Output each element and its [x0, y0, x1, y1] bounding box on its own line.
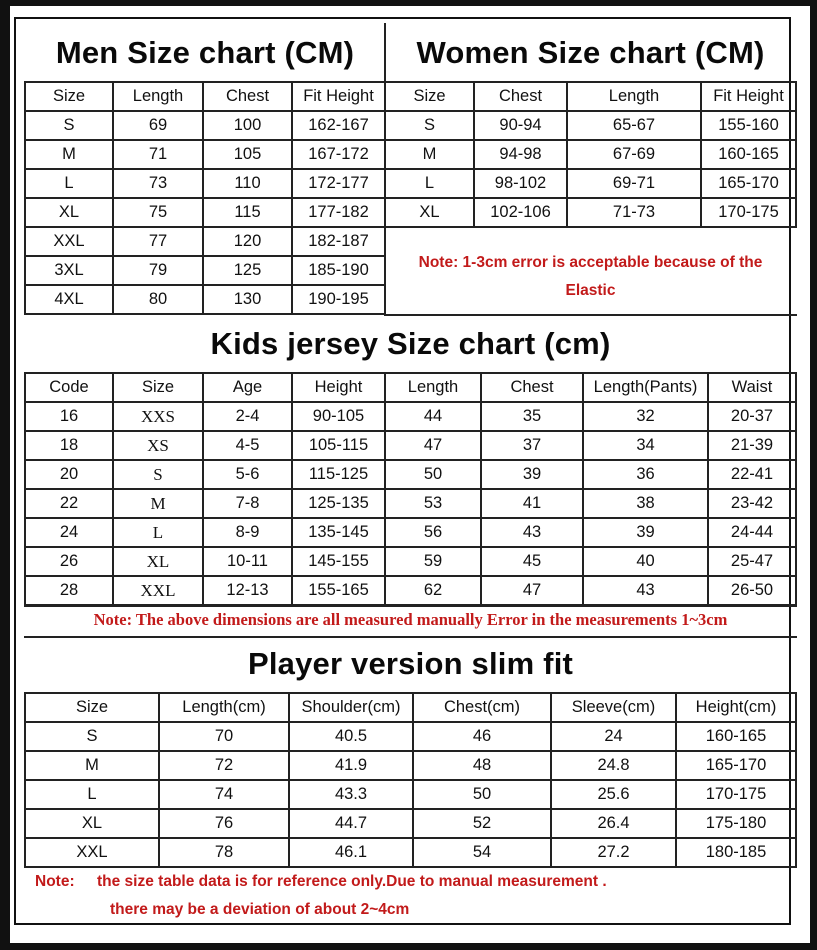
- player-column-header: Shoulder(cm): [301, 698, 401, 716]
- kids-table-cell: 25-47: [730, 552, 774, 570]
- kids-table-cell: XXL: [140, 580, 176, 600]
- player-column-divider: [795, 692, 797, 868]
- kids-row-divider: [24, 459, 797, 461]
- kids-table-cell: 56: [423, 523, 443, 541]
- men-table-cell: 162-167: [308, 116, 369, 134]
- men-table-cell: 110: [234, 174, 261, 192]
- player-table-cell: 52: [472, 814, 492, 832]
- kids-row-divider: [24, 488, 797, 490]
- kids-table-cell: 90-105: [312, 407, 365, 425]
- player-note-line1: the size table data is for reference only.Due to manual measurement .: [97, 873, 607, 890]
- kids-row-divider: [24, 575, 797, 577]
- player-table-cell: 40.5: [334, 727, 368, 745]
- player-table-cell: 24.8: [597, 756, 630, 774]
- kids-note-top-border: [24, 605, 797, 607]
- player-table-cell: 76: [214, 814, 234, 832]
- kids-column-divider: [24, 372, 26, 606]
- men-row-divider: [24, 197, 386, 199]
- women-row-divider: [384, 226, 797, 228]
- women-row-divider: [384, 168, 797, 170]
- kids-table-cell: 21-39: [730, 436, 774, 454]
- kids-table-cell: 4-5: [235, 436, 260, 454]
- kids-table-cell: 7-8: [235, 494, 260, 512]
- kids-column-header: Length: [407, 378, 459, 396]
- kids-column-header: Size: [141, 378, 175, 396]
- kids-table-cell: 40: [636, 552, 655, 570]
- women-row-divider: [384, 139, 797, 141]
- player-table-cell: 24: [604, 727, 623, 745]
- men-row-divider: [24, 139, 386, 141]
- player-row-divider: [24, 779, 797, 781]
- kids-table-cell: 105-115: [308, 436, 369, 454]
- player-table-cell: 50: [472, 785, 492, 803]
- player-table-cell: 180-185: [705, 843, 767, 861]
- men-table-cell: 190-195: [308, 290, 369, 308]
- player-column-divider: [675, 692, 677, 868]
- men-size-chart-title: Men Size chart (CM): [55, 35, 355, 70]
- kids-table-cell: XS: [147, 435, 169, 455]
- women-table-cell: 165-170: [718, 174, 779, 192]
- kids-table-cell: 45: [522, 552, 542, 570]
- kids-table-cell: 47: [522, 581, 542, 599]
- player-table-cell: S: [86, 727, 98, 745]
- men-table-cell: 120: [233, 232, 262, 250]
- men-row-divider: [24, 110, 386, 112]
- player-table-cell: 70: [214, 727, 234, 745]
- women-column-header: Size: [413, 87, 446, 105]
- women-note-bottom-border: [384, 314, 797, 316]
- player-table-cell: 27.2: [597, 843, 630, 861]
- player-version-title: Player version slim fit: [247, 646, 574, 681]
- player-column-header: Sleeve(cm): [571, 698, 656, 716]
- kids-table-cell: 28: [59, 581, 79, 599]
- kids-column-divider: [291, 372, 293, 606]
- men-column-header: Length: [132, 87, 184, 105]
- kids-table-cell: 32: [636, 407, 655, 425]
- women-column-header: Fit Height: [713, 87, 784, 105]
- kids-column-divider: [795, 372, 797, 606]
- kids-table-cell: 12-13: [226, 581, 269, 599]
- women-table-cell: S: [423, 116, 435, 134]
- kids-table-cell: 22-41: [730, 465, 774, 483]
- player-table-cell: 48: [472, 756, 492, 774]
- kids-column-divider: [707, 372, 709, 606]
- men-table-cell: 77: [148, 232, 168, 250]
- player-row-divider: [24, 808, 797, 810]
- kids-table-cell: L: [152, 522, 164, 542]
- men-table-cell: 115: [234, 203, 261, 221]
- women-column-divider: [473, 81, 475, 228]
- men-column-header: Size: [52, 87, 86, 105]
- men-table-cell: 100: [233, 116, 262, 134]
- kids-column-divider: [582, 372, 584, 606]
- women-table-cell: 102-106: [490, 203, 551, 221]
- player-table-cell: 44.7: [334, 814, 368, 832]
- women-table-cell: L: [424, 174, 435, 192]
- kids-table-cell: 62: [423, 581, 443, 599]
- player-column-divider: [24, 692, 26, 868]
- kids-table-cell: 47: [423, 436, 443, 454]
- men-table-cell: 105: [233, 145, 262, 163]
- kids-table-cell: M: [150, 493, 166, 513]
- player-column-header: Length(cm): [182, 698, 266, 716]
- player-note-line2: there may be a deviation of about 2~4cm: [110, 901, 410, 918]
- kids-column-header: Code: [49, 378, 89, 396]
- men-row-divider: [24, 313, 386, 315]
- player-table-cell: 74: [214, 785, 234, 803]
- player-column-divider: [158, 692, 160, 868]
- kids-row-divider: [24, 401, 797, 403]
- kids-table-cell: 43: [522, 523, 542, 541]
- player-table-cell: 78: [214, 843, 234, 861]
- kids-table-cell: 44: [423, 407, 443, 425]
- kids-table-cell: 53: [423, 494, 443, 512]
- men-row-divider: [24, 168, 386, 170]
- player-column-header: Size: [75, 698, 109, 716]
- women-table-cell: 65-67: [612, 116, 656, 134]
- player-row-divider: [24, 866, 797, 868]
- kids-table-cell: 43: [636, 581, 655, 599]
- men-table-cell: 4XL: [54, 290, 84, 308]
- women-size-chart-title: Women Size chart (CM): [416, 35, 765, 70]
- women-column-divider: [384, 81, 386, 228]
- kids-table-cell: 20: [59, 465, 79, 483]
- kids-table-cell: 50: [423, 465, 443, 483]
- player-row-divider: [24, 692, 797, 694]
- kids-size-chart-title: Kids jersey Size chart (cm): [210, 326, 611, 361]
- player-note-label: Note:: [35, 873, 75, 890]
- women-note-line2: Elastic: [565, 282, 616, 299]
- player-table-cell: 54: [472, 843, 492, 861]
- men-row-divider: [24, 81, 386, 83]
- kids-table-cell: 26: [59, 552, 79, 570]
- kids-table-cell: 39: [522, 465, 542, 483]
- player-table-cell: 25.6: [597, 785, 630, 803]
- kids-table-cell: 18: [59, 436, 79, 454]
- kids-table-cell: 39: [636, 523, 655, 541]
- kids-table-cell: XL: [146, 551, 170, 571]
- women-table-cell: 94-98: [499, 145, 542, 163]
- kids-table-cell: 135-145: [308, 523, 369, 541]
- kids-table-cell: 26-50: [730, 581, 774, 599]
- kids-column-header: Chest: [510, 378, 554, 396]
- men-table-cell: 130: [233, 290, 262, 308]
- player-table-cell: XXL: [76, 843, 108, 861]
- men-table-cell: 71: [148, 145, 168, 163]
- player-row-divider: [24, 750, 797, 752]
- player-column-divider: [412, 692, 414, 868]
- player-table-cell: 160-165: [705, 727, 767, 745]
- women-column-header: Length: [608, 87, 660, 105]
- women-table-cell: 90-94: [499, 116, 542, 134]
- kids-column-header: Length(Pants): [593, 378, 698, 396]
- player-table-cell: 72: [214, 756, 234, 774]
- men-table-cell: 167-172: [308, 145, 369, 163]
- men-table-cell: L: [64, 174, 74, 192]
- women-column-divider: [566, 81, 568, 228]
- kids-table-cell: 59: [423, 552, 443, 570]
- kids-row-divider: [24, 372, 797, 374]
- women-table-cell: XL: [419, 203, 440, 221]
- kids-table-cell: 35: [522, 407, 542, 425]
- kids-table-cell: 8-9: [235, 523, 260, 541]
- women-table-cell: 160-165: [718, 145, 779, 163]
- men-column-divider: [24, 81, 26, 315]
- men-table-cell: 3XL: [54, 261, 84, 279]
- men-column-header: Fit Height: [303, 87, 374, 105]
- player-table-cell: 175-180: [705, 814, 767, 832]
- kids-table-cell: 24: [59, 523, 79, 541]
- kids-row-divider: [24, 546, 797, 548]
- women-column-divider: [700, 81, 702, 228]
- men-column-divider: [291, 81, 293, 315]
- women-row-divider: [384, 81, 797, 83]
- player-column-header: Height(cm): [695, 698, 777, 716]
- kids-table-cell: 22: [59, 494, 79, 512]
- kids-table-cell: 155-165: [308, 581, 369, 599]
- kids-row-divider: [24, 430, 797, 432]
- player-column-divider: [288, 692, 290, 868]
- kids-table-cell: 115-125: [308, 465, 369, 483]
- kids-column-header: Age: [232, 378, 263, 396]
- men-column-header: Chest: [225, 87, 270, 105]
- kids-table-cell: 24-44: [730, 523, 774, 541]
- men-table-cell: S: [63, 116, 75, 134]
- women-table-cell: 98-102: [494, 174, 547, 192]
- women-column-divider: [795, 81, 797, 228]
- kids-column-header: Height: [314, 378, 363, 396]
- women-table-cell: 69-71: [612, 174, 656, 192]
- women-row-divider: [384, 197, 797, 199]
- women-column-header: Chest: [498, 87, 543, 105]
- men-table-cell: XL: [58, 203, 80, 221]
- men-table-cell: 69: [148, 116, 168, 134]
- kids-column-divider: [112, 372, 114, 606]
- player-table-cell: 46.1: [334, 843, 368, 861]
- kids-table-cell: S: [153, 464, 163, 484]
- player-table-cell: XL: [81, 814, 103, 832]
- kids-table-cell: 16: [59, 407, 79, 425]
- player-table-cell: 170-175: [705, 785, 767, 803]
- player-table-cell: L: [87, 785, 97, 803]
- player-column-header: Chest(cm): [443, 698, 521, 716]
- men-row-divider: [24, 284, 386, 286]
- kids-table-cell: 5-6: [235, 465, 260, 483]
- men-column-divider: [112, 81, 114, 315]
- kids-table-cell: 41: [522, 494, 542, 512]
- kids-note: Note: The above dimensions are all measured manually Error in the measurements 1~3cm: [93, 610, 728, 629]
- player-column-divider: [550, 692, 552, 868]
- men-table-cell: XXL: [53, 232, 85, 250]
- kids-column-divider: [202, 372, 204, 606]
- kids-column-header: Waist: [731, 378, 773, 396]
- women-table-cell: 155-160: [718, 116, 779, 134]
- women-note-line1: Note: 1-3cm error is acceptable because of the: [418, 254, 763, 271]
- kids-table-cell: 34: [636, 436, 655, 454]
- kids-table-cell: 37: [522, 436, 542, 454]
- women-row-divider: [384, 110, 797, 112]
- kids-table-cell: 2-4: [235, 407, 260, 425]
- men-table-cell: 125: [233, 261, 262, 279]
- kids-table-cell: 36: [636, 465, 655, 483]
- men-table-cell: 75: [148, 203, 168, 221]
- men-column-divider: [202, 81, 204, 315]
- men-table-cell: M: [62, 145, 76, 163]
- player-table-cell: 41.9: [334, 756, 368, 774]
- kids-row-divider: [24, 517, 797, 519]
- women-table-cell: M: [422, 145, 437, 163]
- men-table-cell: 172-177: [308, 174, 369, 192]
- player-row-divider: [24, 721, 797, 723]
- men-table-cell: 79: [148, 261, 168, 279]
- men-table-cell: 73: [148, 174, 168, 192]
- kids-table-cell: XXS: [140, 406, 175, 426]
- kids-table-cell: 125-135: [308, 494, 369, 512]
- women-table-cell: 67-69: [612, 145, 656, 163]
- men-table-cell: 185-190: [308, 261, 369, 279]
- kids-table-cell: 20-37: [730, 407, 774, 425]
- player-table-cell: 26.4: [597, 814, 630, 832]
- men-row-divider: [24, 255, 386, 257]
- men-row-divider: [24, 226, 386, 228]
- kids-column-divider: [480, 372, 482, 606]
- kids-table-cell: 38: [636, 494, 655, 512]
- women-table-cell: 71-73: [612, 203, 656, 221]
- player-table-cell: M: [85, 756, 99, 774]
- kids-table-cell: 23-42: [730, 494, 774, 512]
- kids-table-cell: 145-155: [308, 552, 369, 570]
- player-table-cell: 43.3: [334, 785, 368, 803]
- men-table-cell: 182-187: [308, 232, 369, 250]
- men-table-cell: 177-182: [308, 203, 369, 221]
- men-table-cell: 80: [148, 290, 168, 308]
- player-row-divider: [24, 837, 797, 839]
- kids-column-divider: [384, 372, 386, 606]
- women-table-cell: 170-175: [718, 203, 779, 221]
- player-table-cell: 46: [472, 727, 492, 745]
- player-table-cell: 165-170: [705, 756, 767, 774]
- kids-table-cell: 10-11: [227, 552, 268, 570]
